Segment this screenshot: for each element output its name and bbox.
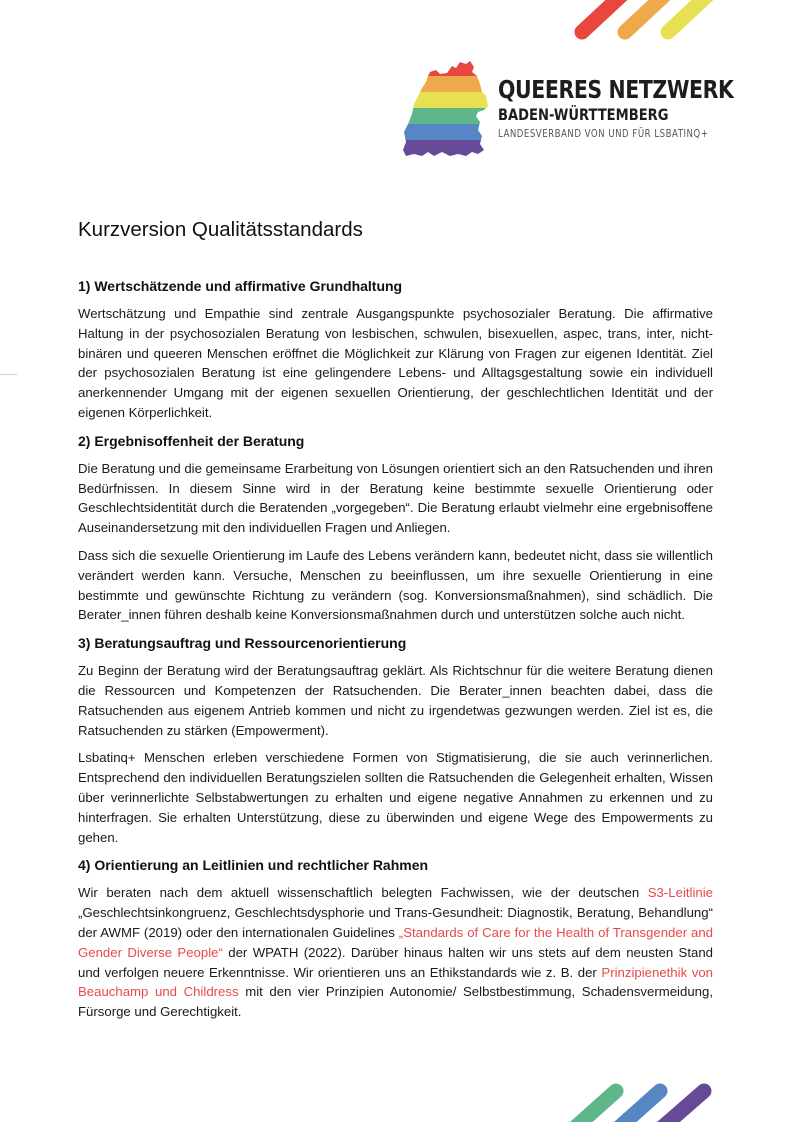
baden-wuerttemberg-rainbow-map-icon: [400, 58, 492, 158]
s3-leitlinie-link[interactable]: S3-Leitlinie: [647, 885, 713, 901]
prinzipienethik-link[interactable]: Prinzipienethik von Beauchamp und Childress: [78, 964, 713, 1000]
logo-text: [498, 76, 785, 142]
document-body: [78, 216, 713, 1030]
top-rainbow-stripes-icon: [0, 0, 789, 60]
page-title: Kurzversion Qualitätsstandards: [78, 218, 363, 241]
wpath-standards-of-care-link[interactable]: „Standards of Care for the Health of Transgender and Gender Diverse People“: [78, 924, 713, 960]
org-region: BADEN-WÜRTTEMBERG: [498, 105, 669, 124]
text-run: Wir beraten nach dem aktuell wissenschaftlich belegten Fachwissen, wie der deutschen: [78, 885, 648, 901]
org-tagline: LANDESVERBAND VON UND FÜR LSBATINQ+: [498, 128, 709, 140]
section-heading-2: 2) Ergebnisoffenheit der Beratung: [78, 432, 305, 449]
section-1-paragraph: Wertschätzung und Empathie sind zentrale Ausgangspunkte psychosozialer Beratung. Die affirmative Haltung in der psychosozialen Beratung von lesbischen, schwulen, bisexuellen, aspec, trans, inter, nicht-binären und queeren Menschen eröffnet die Möglichkeit zur Klärung von Fragen zur eigenen Identität. Ziel der psychosozialen Beratung ist eine gelingendere Lebens- und Alltagsgestaltung sowie ein individuell anerkennender Umgang mit der eigenen sexuellen Orientierung, der geschlechtlichen Identität und der eigenen Körperlichkeit.: [78, 306, 713, 420]
bottom-rainbow-stripes-icon: [0, 1070, 789, 1122]
section-3-paragraph-2: Lsbatinq+ Menschen erleben verschiedene Formen von Stigmatisierung, die sie auch verinnerlichen. Entsprechend den individuellen Beratungszielen sollten die Ratsuchenden die Gelegenheit erhalten, Wissen über verinnerlichte Selbstabwertungen zu erhalten und eigene negative Annahmen zu erkennen und zu hinterfragen. Sie erhalten Unterstützung, diese zu überwinden und eigene Wege des Empowerments zu gehen.: [78, 750, 713, 845]
section-3-paragraph-1: Zu Beginn der Beratung wird der Beratungsauftrag geklärt. Als Richtschnur für die weitere Beratung dienen die Ressourcen und Kompetenzen der Ratsuchenden. Die Berater_innen beachten dabei, dass die Ratsuchenden aus eigenem Antrieb kommen und nicht zu irgendetwas gezwungen werden. Ziel ist es, die Ratsuchenden zu stärken (Empowerment).: [78, 663, 713, 738]
section-heading-3: 3) Beratungsauftrag und Ressourcenorientierung: [78, 635, 407, 652]
section-2-paragraph-1: Die Beratung und die gemeinsame Erarbeitung von Lösungen orientiert sich an den Ratsuchenden und ihren Bedürfnissen. In diesem Sinne wird in der Beratung keine bestimmte sexuelle Orientierung oder Geschlechtsidentität durch die Beratenden „vorgegeben“. Die Beratung erlaubt vielmehr eine ergebnisoffene Auseinandersetzung mit den individuellen Fragen und Anliegen.: [78, 460, 713, 536]
text-run: „Geschlechtsinkongruenz, Geschlechtsdysphorie und Trans-Gesundheit: Diagnostik, Beratung, Behandlung“ der AWMF (2019) oder den internationalen Guidelines: [78, 905, 713, 940]
margin-mark: [0, 374, 17, 375]
text-run: mit den vier Prinzipien Autonomie/ Selbstbestimmung, Schadensvermeidung, Fürsorge und Gerechtigkeit.: [78, 984, 713, 1020]
text-run: der WPATH (2022). Darüber hinaus halten wir uns stets auf dem neusten Stand und verfolgen neuere Erkenntnisse. Wir orientieren uns an Ethikstandards wie z. B. der: [78, 944, 713, 980]
org-name: QUEERES NETZWERK: [498, 75, 734, 104]
section-4-paragraph: [78, 883, 713, 1022]
organization-logo: [400, 58, 734, 158]
section-heading-4: 4) Orientierung an Leitlinien und rechtlicher Rahmen: [78, 857, 429, 874]
section-2-paragraph-2: Dass sich die sexuelle Orientierung im Laufe des Lebens verändern kann, bedeutet nicht, dass sie willentlich verändert werden kann. Versuche, Menschen zu beeinflussen, um ihre sexuelle Orientierung in eine bestimmte und gewünschte Richtung zu verändern (sog. Konversionsmaßnahmen), sind schädlich. Die Berater_innen führen deshalb keine Konversionsmaßnahmen durch und unterstützen solche auch nicht.: [78, 547, 713, 623]
section-heading-1: 1) Wertschätzende und affirmative Grundhaltung: [78, 278, 403, 294]
